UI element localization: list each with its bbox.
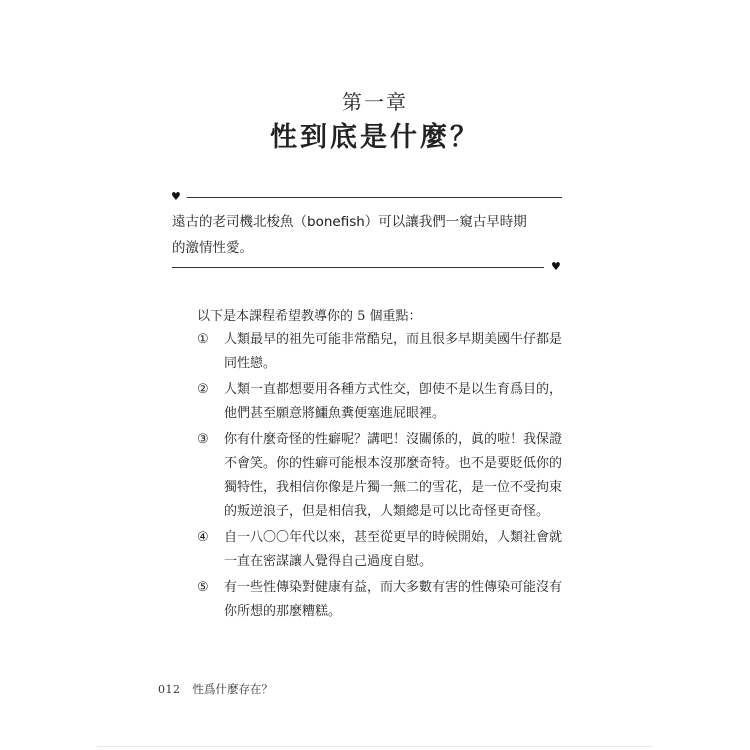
item-text: 自一八〇〇年代以來，甚至從更早的時候開始，人類社會就 bbox=[224, 530, 563, 545]
page-bottom-edge bbox=[97, 746, 652, 747]
item-number: ② bbox=[197, 382, 209, 397]
item-text: 人類最早的祖先可能非常酷兒，而且很多早期美國牛仔都是 bbox=[224, 332, 563, 347]
item-text: 一直在密謀讓人覺得自己過度自慰。 bbox=[224, 554, 433, 569]
epigraph bbox=[172, 209, 562, 261]
page-footer bbox=[158, 681, 273, 698]
item-text: 他們甚至願意將鱷魚糞便塞進屁眼裡。 bbox=[224, 406, 446, 421]
item-text: 你所想的那麼糟糕。 bbox=[224, 604, 342, 619]
epigraph-line: 的激情性愛。 bbox=[172, 240, 253, 256]
intro-text: 以下是本課程希望教導你的 5 個重點： bbox=[197, 309, 422, 324]
epigraph-line: 遠古的老司機北梭魚（bonefish）可以讓我們一窺古早時期 bbox=[172, 214, 527, 230]
item-text: 的叛逆浪子，但是相信我，人類總是可以比奇怪更奇怪。 bbox=[224, 504, 550, 519]
item-text: 同性戀。 bbox=[224, 356, 277, 371]
running-title: 性爲什麼存在？ bbox=[192, 682, 273, 696]
list-item bbox=[197, 328, 565, 376]
item-text: 人類一直都想要用各種方式性交，卽使不是以生育爲目的， bbox=[224, 382, 563, 397]
list-item bbox=[197, 576, 565, 624]
item-number: ⑤ bbox=[197, 580, 209, 595]
item-number: ④ bbox=[197, 530, 209, 545]
list-item bbox=[197, 526, 565, 574]
chapter-title: 性到底是什麼？ bbox=[270, 122, 480, 153]
item-text: 不會笑。你的性癖可能根本沒那麼奇特。也不是要貶低你的 bbox=[224, 456, 563, 471]
heart-icon: ♥ bbox=[551, 260, 561, 273]
list-item bbox=[197, 428, 565, 524]
divider-bottom bbox=[172, 267, 544, 268]
chapter-label: 第一章 bbox=[342, 90, 408, 114]
page-number: 012 bbox=[158, 683, 181, 696]
list-item bbox=[197, 378, 565, 426]
item-number: ① bbox=[197, 332, 209, 347]
item-text: 有一些性傳染對健康有益，而大多數有害的性傳染可能沒有 bbox=[224, 580, 563, 595]
divider-top bbox=[187, 197, 562, 198]
item-number: ③ bbox=[197, 432, 209, 447]
heart-icon: ♥ bbox=[171, 190, 181, 203]
key-points-list bbox=[197, 328, 565, 624]
item-text: 獨特性，我相信你像是片獨一無二的雪花，是一位不受拘束 bbox=[224, 480, 563, 495]
item-text: 你有什麼奇怪的性癖呢？講吧！沒關係的，眞的啦！我保證 bbox=[224, 432, 563, 447]
